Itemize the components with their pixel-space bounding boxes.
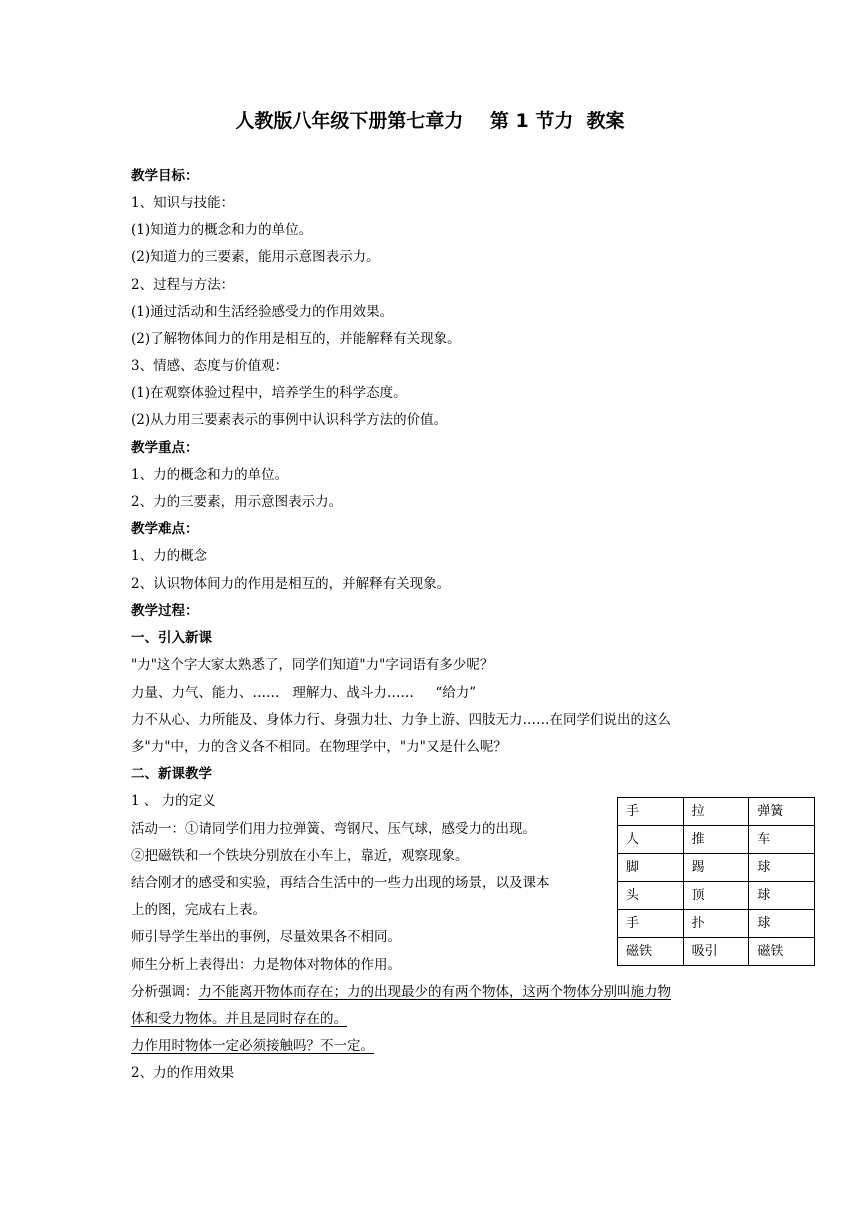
table-row xyxy=(618,826,815,854)
table-cell: 拉 xyxy=(683,798,749,826)
table-cell: 顶 xyxy=(683,882,749,910)
text-line xyxy=(131,983,671,1001)
table-cell: 手 xyxy=(618,910,684,938)
text-line: 上的图，完成右上表。 xyxy=(131,902,266,918)
text-line: 师生分析上表得出：力是物体对物体的作用。 xyxy=(131,957,401,973)
text-line: 力量、力气、能力、…… 理解力、战斗力…… “给力” xyxy=(131,685,477,701)
text-line: 2、过程与方法： xyxy=(131,277,235,293)
table-cell: 车 xyxy=(749,826,815,854)
text-line: "力"这个字大家太熟悉了，同学们知道"力"字词语有多少呢？ xyxy=(131,657,494,673)
text-line: 活动一：①请同学们用力拉弹簧、弯钢尺、压气球，感受力的出现。 xyxy=(131,821,536,837)
table-cell: 头 xyxy=(618,882,684,910)
text-line: 2、认识物体间力的作用是相互的，并解释有关现象。 xyxy=(131,576,451,592)
document-title: 人教版八年级下册第七章力 第 1 节力 教案 xyxy=(235,110,625,132)
table-cell: 踢 xyxy=(683,854,749,882)
text-line: (1)知道力的概念和力的单位。 xyxy=(131,222,313,238)
table-cell: 推 xyxy=(683,826,749,854)
text-line: 力不从心、力所能及、身体力行、身强力壮、力争上游、四肢无力……在同学们说出的这么 xyxy=(131,712,671,728)
text-line: 师引导学生举出的事例，尽量效果各不相同。 xyxy=(131,929,401,945)
table-cell: 扑 xyxy=(683,910,749,938)
underlined-text: 体和受力物体。并且是同时存在的。 xyxy=(131,1011,347,1027)
text-line: 1、力的概念 xyxy=(131,548,208,564)
text-line: 多"力"中，力的含义各不相同。在物理学中，"力"又是什么呢？ xyxy=(131,739,507,755)
table-row xyxy=(618,910,815,938)
table-row xyxy=(618,854,815,882)
heading-teaching-goals: 教学目标： xyxy=(131,168,199,184)
text-line: 1、力的概念和力的单位。 xyxy=(131,467,289,483)
table-cell: 吸引 xyxy=(683,938,749,966)
text-line: (2)了解物体间力的作用是相互的，并能解释有关现象。 xyxy=(131,331,461,347)
heading-process: 教学过程： xyxy=(131,603,199,619)
heading-key-points: 教学重点： xyxy=(131,440,199,456)
table-row xyxy=(618,882,815,910)
table-cell: 手 xyxy=(618,798,684,826)
table-cell: 磁铁 xyxy=(618,938,684,966)
text-line: (2)从力用三要素表示的事例中认识科学方法的价值。 xyxy=(131,412,448,428)
text-line: 2、力的作用效果 xyxy=(131,1065,235,1081)
table-cell: 弹簧 xyxy=(749,798,815,826)
text-line: 结合刚才的感受和实验，再结合生活中的一些力出现的场景，以及课本 xyxy=(131,875,550,891)
heading-new-lesson: 二、新课教学 xyxy=(131,766,212,782)
table-row xyxy=(618,798,815,826)
table-cell: 球 xyxy=(749,854,815,882)
text-line: 1、知识与技能： xyxy=(131,195,235,211)
table-cell: 磁铁 xyxy=(749,938,815,966)
heading-difficulties: 教学难点： xyxy=(131,521,199,537)
heading-intro: 一、引入新课 xyxy=(131,630,212,646)
underlined-text: 力不能离开物体而存在；力的出现最少的有两个物体，这两个物体分别叫施力物 xyxy=(198,984,671,1000)
table-cell: 球 xyxy=(749,882,815,910)
text-line: 3、情感、态度与价值观： xyxy=(131,358,289,374)
text-line: 2、力的三要素，用示意图表示力。 xyxy=(131,494,343,510)
table-cell: 球 xyxy=(749,910,815,938)
text-line: (2)知道力的三要素，能用示意图表示力。 xyxy=(131,249,380,265)
text-line: (1)通过活动和生活经验感受力的作用效果。 xyxy=(131,304,394,320)
table-row xyxy=(618,938,815,966)
underlined-text: 力作用时物体一定必须接触吗？不一定。 xyxy=(131,1038,374,1054)
emphasis-label: 分析强调： xyxy=(131,984,199,1000)
text-line: (1)在观察体验过程中，培养学生的科学态度。 xyxy=(131,385,407,401)
table-cell: 人 xyxy=(618,826,684,854)
table-cell: 脚 xyxy=(618,854,684,882)
force-examples-table xyxy=(617,797,815,966)
text-line: ②把磁铁和一个铁块分别放在小车上，靠近，观察现象。 xyxy=(131,848,469,864)
text-line: 1 、 力的定义 xyxy=(131,793,216,809)
